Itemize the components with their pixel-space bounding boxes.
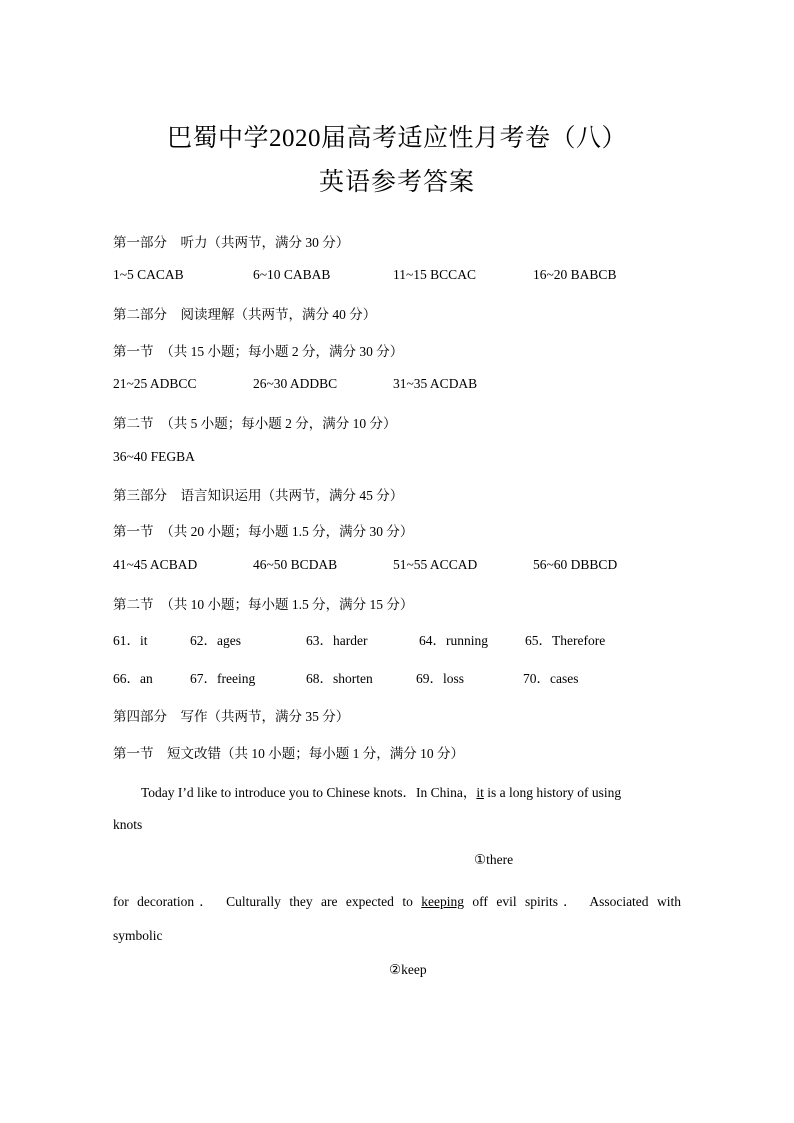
- part3-section2-heading: 第二节 （共 10 小题；每小题 1.5 分，满分 15 分）: [113, 597, 414, 612]
- essay-line-4: symbolic: [113, 928, 163, 943]
- answer-item: 69．loss: [416, 671, 465, 686]
- answer-group: 6~10 CABAB: [253, 267, 331, 282]
- part2-section2-heading: 第二节 （共 5 小题；每小题 2 分，满分 10 分）: [113, 416, 397, 431]
- answer-group: 26~30 ADDBC: [253, 376, 338, 391]
- answer-item: 61．it: [113, 633, 148, 648]
- essay-line-1: [141, 781, 681, 801]
- correction-note: ②keep: [389, 962, 427, 977]
- document-title: 巴蜀中学2020届高考适应性月考卷（八）: [166, 125, 627, 152]
- part2-heading: 第二部分 阅读理解（共两节，满分 40 分）: [113, 307, 377, 322]
- error-marked-word: it: [476, 785, 484, 800]
- answer-group: 36~40 FEGBA: [113, 449, 195, 464]
- answer-item: 66．an: [113, 671, 153, 686]
- answer-item: 65．Therefore: [525, 633, 606, 648]
- answer-item: 68．shorten: [306, 671, 373, 686]
- part1-heading: 第一部分 听力（共两节，满分 30 分）: [113, 235, 350, 250]
- part4-heading: 第四部分 写作（共两节，满分 35 分）: [113, 709, 350, 724]
- essay-text: Today I’d like to introduce you to Chinese knots．In China，: [141, 785, 477, 800]
- answer-item: 70．cases: [523, 671, 579, 686]
- answer-item: 63．harder: [306, 633, 368, 648]
- error-marked-word: keeping: [421, 894, 464, 909]
- answer-group: 1~5 CACAB: [113, 267, 184, 282]
- answer-item: 64．running: [419, 633, 488, 648]
- part3-heading: 第三部分 语言知识运用（共两节，满分 45 分）: [113, 488, 404, 503]
- essay-text: is a long history of using: [483, 785, 622, 800]
- answer-group: 31~35 ACDAB: [393, 376, 478, 391]
- answer-group: 41~45 ACBAD: [113, 557, 198, 572]
- part2-section1-heading: 第一节 （共 15 小题；每小题 2 分，满分 30 分）: [113, 344, 404, 359]
- answer-group: 46~50 BCDAB: [253, 557, 338, 572]
- answer-item: 67．freeing: [190, 671, 256, 686]
- document-subtitle: 英语参考答案: [318, 169, 475, 196]
- essay-line-3: [113, 890, 681, 910]
- essay-text: off evil spirits． Associated with: [464, 894, 681, 909]
- answer-item: 62．ages: [190, 633, 241, 648]
- answer-group: 16~20 BABCB: [533, 267, 617, 282]
- essay-text: for decoration． Culturally they are expected to: [113, 894, 422, 909]
- part4-section1-heading: 第一节 短文改错（共 10 小题；每小题 1 分，满分 10 分）: [113, 746, 464, 761]
- correction-note: ①there: [474, 852, 514, 867]
- answer-group: 11~15 BCCAC: [393, 267, 476, 282]
- part3-section1-heading: 第一节 （共 20 小题；每小题 1.5 分，满分 30 分）: [113, 524, 414, 539]
- essay-line-2: knots: [113, 817, 143, 832]
- answer-group: 56~60 DBBCD: [533, 557, 618, 572]
- answer-group: 51~55 ACCAD: [393, 557, 478, 572]
- answer-group: 21~25 ADBCC: [113, 376, 197, 391]
